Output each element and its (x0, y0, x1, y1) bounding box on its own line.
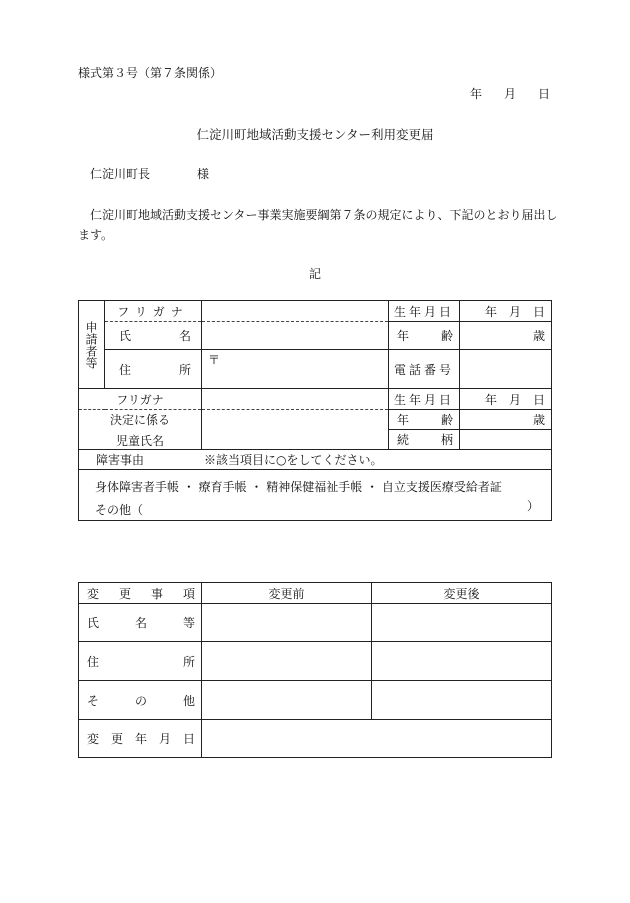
child-furigana-input[interactable] (202, 389, 389, 410)
change-item-header-cell (79, 583, 202, 604)
name-label (105, 327, 201, 344)
child-birth-input[interactable] (460, 389, 552, 410)
phone-label-cell (389, 350, 460, 389)
row-address-after-input[interactable] (372, 642, 552, 681)
addressee-honorific: 様 (197, 167, 210, 181)
name-input[interactable] (202, 322, 389, 350)
child-age-label-cell (389, 410, 460, 430)
row-address-label-cell (79, 642, 202, 681)
row-change-date-input[interactable] (202, 720, 552, 758)
row-address-label: 住 所 (87, 654, 195, 669)
phone-label: 電話番号 (393, 362, 454, 377)
row-change-date-label: 変 更 年 月 日 (87, 732, 195, 746)
row-name-label-cell (79, 604, 202, 642)
furigana-label: フリガナ (117, 304, 189, 319)
after-header: 変更後 (443, 586, 480, 601)
relationship-label: 続 柄 (397, 433, 453, 447)
date-month: 月 (503, 87, 516, 101)
disability-options-cell[interactable] (79, 470, 552, 521)
row-name-after-input[interactable] (372, 604, 552, 642)
birth-date-label-cell (389, 301, 460, 322)
body-text-line-1: 仁淀川町地域活動支援センター事業実施要綱第７条の規定により、下記のとおり届出し (90, 208, 558, 222)
furigana-input[interactable] (202, 301, 389, 322)
other-close: ） (526, 499, 539, 513)
address-label: 住 所 (119, 362, 191, 377)
change-table (78, 582, 552, 758)
birth-date-label: 生年月日 (393, 304, 454, 319)
row-other-label: そ の 他 (87, 693, 195, 708)
age-label-cell (389, 322, 460, 350)
disability-reason-row (79, 450, 552, 470)
address-label-cell (105, 350, 202, 389)
child-age-input[interactable] (460, 410, 552, 430)
row-address-before-input[interactable] (202, 642, 372, 681)
birth-date-input[interactable] (460, 301, 552, 322)
birth-date-value: 年 月 日 (484, 304, 545, 319)
row-other-label-cell (79, 681, 202, 720)
age-input[interactable] (460, 322, 552, 350)
disability-options: 身体障害者手帳 ・ 療育手帳 ・ 精神保健福祉手帳 ・ 自立支援医療受給者証 (95, 480, 502, 494)
child-age-label: 年 齢 (397, 413, 453, 427)
row-other-after-input[interactable] (372, 681, 552, 720)
date-year: 年 (470, 87, 483, 101)
child-furigana-label: フリガナ (116, 392, 164, 407)
applicant-side-label-cell (79, 301, 105, 389)
name-label-text: 氏 名 (119, 329, 191, 343)
row-name-label: 氏 名 等 (87, 616, 195, 630)
relationship-label-cell (389, 430, 460, 450)
child-label-line-1: 決定に係る (109, 412, 170, 427)
furigana-label-cell (105, 301, 202, 322)
postal-mark: 〒 (208, 353, 221, 367)
phone-input[interactable] (460, 350, 552, 389)
child-label-line-2: 児童氏名 (115, 433, 164, 448)
document-title: 仁淀川町地域活動支援センター利用変更届 (196, 127, 434, 142)
before-header: 変更前 (268, 586, 305, 601)
after-header-cell (372, 583, 552, 604)
row-change-date-label-cell (79, 720, 202, 758)
name-label-cell (105, 322, 202, 350)
child-birth-label: 生年月日 (393, 392, 454, 407)
other-open: その他（ (95, 503, 144, 517)
disability-note: ※該当項目に○をしてください。 (204, 453, 383, 467)
date-day: 日 (537, 87, 550, 101)
child-furigana-label-cell (79, 389, 202, 410)
age-label: 年 齢 (397, 329, 453, 343)
date-line (470, 85, 550, 102)
row-name-before-input[interactable] (202, 604, 372, 642)
body-text-line-2: ます。 (78, 228, 114, 242)
row-other-before-input[interactable] (202, 681, 372, 720)
age-unit: 歳 (532, 329, 545, 343)
applicant-table (78, 300, 552, 521)
ki-label: 記 (308, 267, 321, 281)
child-birth-label-cell (389, 389, 460, 410)
child-birth-value: 年 月 日 (484, 392, 545, 407)
child-name-input[interactable] (202, 410, 389, 450)
applicant-side-label: 申請者等 (84, 320, 98, 369)
relationship-input[interactable] (460, 430, 552, 450)
disability-reason-label: 障害事由 (96, 453, 145, 467)
child-age-unit: 歳 (532, 413, 545, 427)
change-item-header: 変 更 事 項 (87, 586, 195, 601)
addressee-name: 仁淀川町長 (90, 167, 151, 181)
before-header-cell (202, 583, 372, 604)
child-name-label-cell (79, 410, 202, 450)
address-input[interactable] (202, 350, 389, 389)
form-number: 様式第３号（第７条関係） (78, 66, 223, 80)
